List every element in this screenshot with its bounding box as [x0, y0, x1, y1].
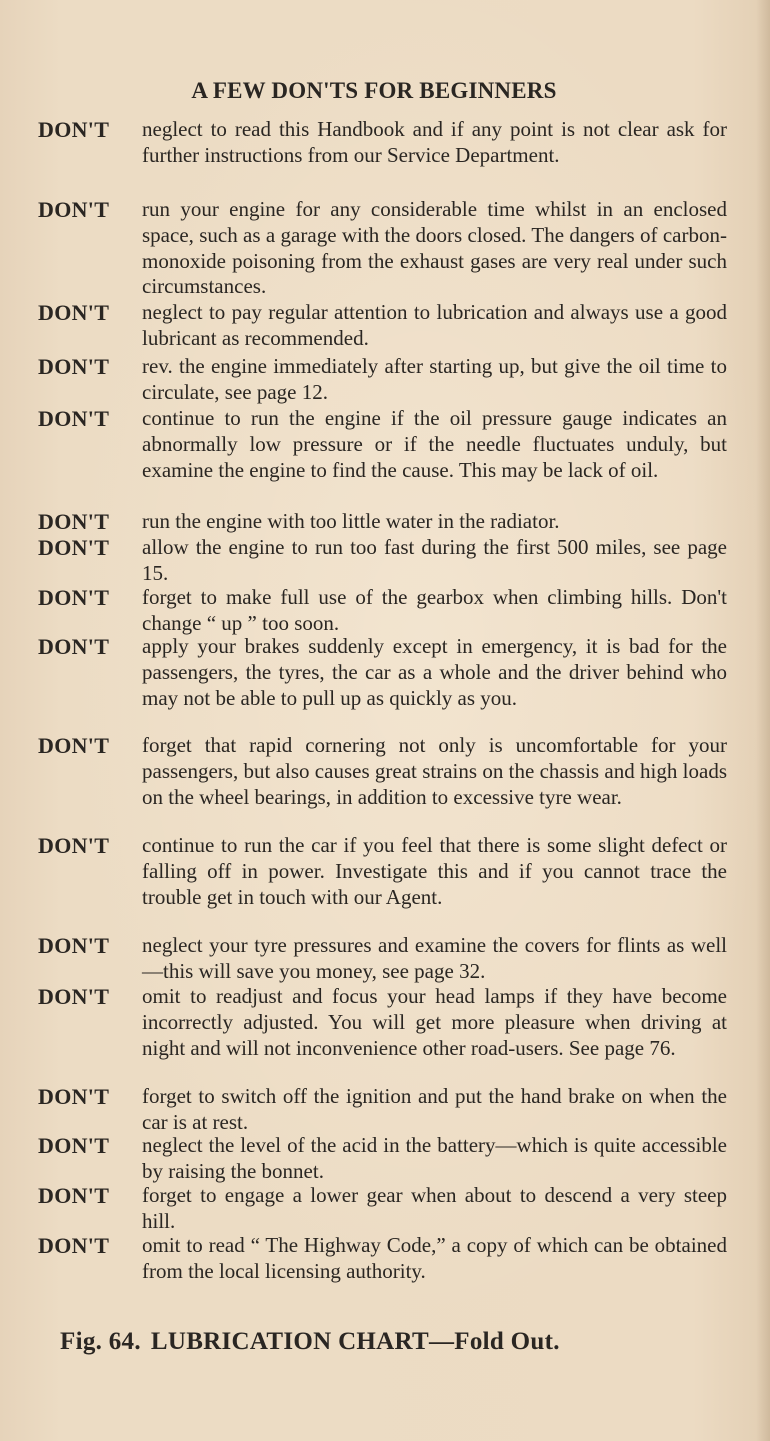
dont-item-2: [38, 197, 733, 300]
dont-keyword: DON'T: [38, 117, 110, 142]
dont-text: run your engine for any considerable time whilst in an enclosed space, such as a garage with the doors closed. The dangers of carbon-monoxide poisoning from the exhaust gases are very real under such circumstances.: [142, 197, 727, 299]
dont-text: forget that rapid cornering not only is uncomfortable for your passengers, but also causes great strains on the chassis and high loads on the wheel bearings, in addition to excessive tyre wear.: [142, 733, 727, 809]
dont-text: continue to run the engine if the oil pressure gauge indicates an abnormally low pressure or if the needle fluctuates unduly, but examine the engine to find the cause. This may be lack of oil.: [142, 406, 727, 482]
dont-item-11: [38, 833, 733, 910]
dont-item-7: [38, 535, 733, 587]
dont-text: allow the engine to run too fast during the first 500 miles, see page 15.: [142, 535, 727, 585]
dont-item-14: [38, 1084, 733, 1136]
dont-text: run the engine with too little water in the radiator.: [142, 509, 560, 533]
dont-keyword: DON'T: [38, 197, 110, 222]
dont-keyword: DON'T: [38, 733, 110, 758]
dont-item-15: [38, 1133, 733, 1185]
dont-item-12: [38, 933, 733, 985]
dont-keyword: DON'T: [38, 1133, 110, 1158]
dont-item-6: [38, 509, 733, 535]
dont-item-4: [38, 354, 733, 406]
dont-item-5: [38, 406, 733, 483]
dont-item-9: [38, 634, 733, 711]
figure-number: Fig. 64.: [60, 1328, 141, 1355]
dont-keyword: DON'T: [38, 933, 110, 958]
dont-text: omit to read “ The Highway Code,” a copy of which can be obtained from the local licensing authority.: [142, 1233, 727, 1283]
dont-keyword: DON'T: [38, 300, 110, 325]
dont-text: rev. the engine immediately after starting up, but give the oil time to circulate, see page 12.: [142, 354, 727, 404]
dont-keyword: DON'T: [38, 509, 110, 534]
dont-item-17: [38, 1233, 733, 1285]
dont-item-10: [38, 733, 733, 810]
dont-item-8: [38, 585, 733, 637]
dont-text: omit to readjust and focus your head lamps if they have become incorrectly adjusted. You will get more pleasure when driving at night and will not inconvenience other road-users. See page 76.: [142, 984, 727, 1060]
dont-item-13: [38, 984, 733, 1061]
dont-text: neglect your tyre pressures and examine the covers for flints as well—this will save you money, see page 32.: [142, 933, 727, 983]
dont-keyword: DON'T: [38, 833, 110, 858]
dont-text: neglect to read this Handbook and if any point is not clear ask for further instructions from our Service Department.: [142, 117, 727, 167]
dont-item-16: [38, 1183, 733, 1235]
dont-keyword: DON'T: [38, 535, 110, 560]
dont-text: forget to engage a lower gear when about to descend a very steep hill.: [142, 1183, 727, 1233]
dont-keyword: DON'T: [38, 1084, 110, 1109]
dont-text: neglect the level of the acid in the battery—which is quite accessible by raising the bonnet.: [142, 1133, 727, 1183]
dont-text: forget to switch off the ignition and put the hand brake on when the car is at rest.: [142, 1084, 727, 1134]
dont-keyword: DON'T: [38, 1233, 110, 1258]
dont-keyword: DON'T: [38, 984, 110, 1009]
dont-keyword: DON'T: [38, 634, 110, 659]
dont-text: apply your brakes suddenly except in emergency, it is bad for the passengers, the tyres, the car as a whole and the driver behind who may not be able to pull up as quickly as you.: [142, 634, 727, 710]
dont-item-3: [38, 300, 733, 352]
dont-text: neglect to pay regular attention to lubrication and always use a good lubricant as recommended.: [142, 300, 727, 350]
figure-caption: [60, 1328, 730, 1356]
dont-keyword: DON'T: [38, 406, 110, 431]
dont-keyword: DON'T: [38, 354, 110, 379]
dont-item-1: [38, 117, 733, 169]
dont-text: forget to make full use of the gearbox when climbing hills. Don't change “ up ” too soon.: [142, 585, 727, 635]
dont-keyword: DON'T: [38, 585, 110, 610]
dont-keyword: DON'T: [38, 1183, 110, 1208]
page-heading: A FEW DON'TS FOR BEGINNERS: [191, 78, 557, 103]
figure-title: LUBRICATION CHART—Fold Out.: [150, 1328, 560, 1355]
dont-text: continue to run the car if you feel that there is some slight defect or falling off in power. Investigate this and if you cannot trace the trouble get in touch with our Agent.: [142, 833, 727, 909]
